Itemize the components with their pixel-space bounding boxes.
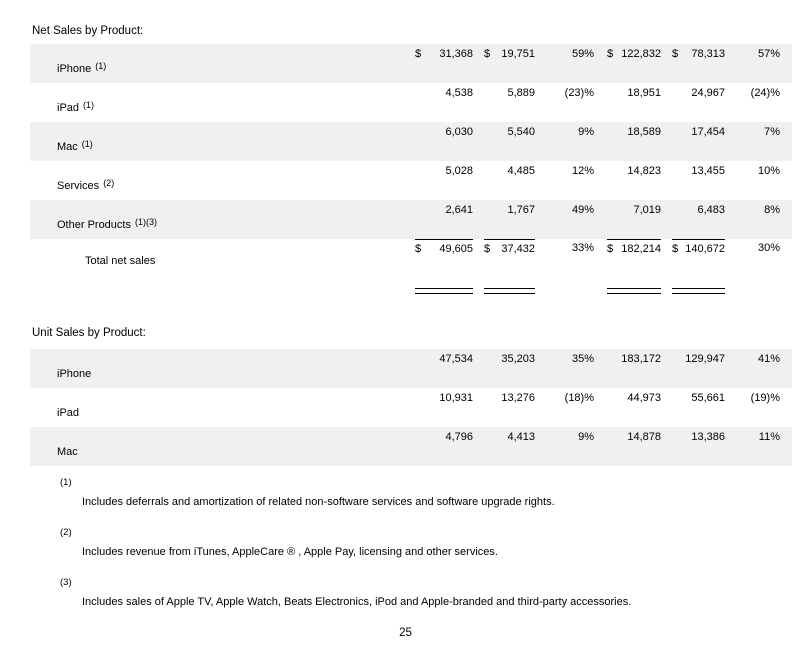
value: 5,028 [445, 165, 473, 177]
spacer [661, 239, 672, 278]
value: 2,641 [445, 204, 473, 216]
spacer [594, 388, 607, 427]
spacer [594, 239, 607, 278]
value: 13,455 [691, 165, 725, 177]
page-number: 25 [399, 627, 412, 639]
value-cell [484, 200, 535, 239]
value-cell: 44,973 [627, 392, 661, 404]
double-underline [484, 288, 535, 294]
value-cell: 13,276 [501, 392, 535, 404]
total-label: Total net sales [85, 255, 156, 267]
value-cell [607, 44, 661, 83]
footnote-marker: (2) [60, 527, 72, 538]
value-cell [415, 122, 473, 161]
spacer [473, 122, 484, 161]
footnote-ref: (1) [81, 139, 93, 149]
product-name: Mac [57, 141, 78, 153]
value: 78,313 [691, 48, 725, 60]
value: 24,967 [691, 87, 725, 99]
value-cell [484, 161, 535, 200]
percent-cell: 59% [571, 48, 594, 60]
value: 37,432 [501, 243, 535, 255]
spacer [473, 349, 484, 388]
spacer [473, 239, 484, 278]
percent-cell: 57% [757, 48, 780, 60]
product-label [30, 349, 415, 388]
total-value-cell [484, 239, 535, 278]
double-underline [672, 288, 725, 294]
table-row-iphone-units [30, 349, 792, 388]
percent-cell: (23)% [564, 87, 594, 99]
value: 6,483 [697, 204, 725, 216]
value: 49,605 [439, 243, 473, 255]
product-name: iPad [57, 102, 80, 114]
percent-cell: 8% [764, 204, 780, 216]
percent-cell: 35% [571, 353, 594, 365]
value-cell: 35,203 [501, 353, 535, 365]
spacer [473, 388, 484, 427]
spacer [661, 388, 672, 427]
footnote [60, 577, 811, 609]
percent-cell: 9% [578, 126, 594, 138]
value: 17,454 [691, 126, 725, 138]
value: 18,951 [627, 87, 661, 99]
unit-sales-heading: Unit Sales by Product: [32, 327, 146, 339]
value: 5,540 [507, 126, 535, 138]
value-cell [607, 161, 661, 200]
value-cell [415, 161, 473, 200]
footnote-ref: (1)(3) [134, 217, 157, 227]
value: 4,485 [507, 165, 535, 177]
value-cell [607, 200, 661, 239]
table-row-other-products [30, 200, 792, 239]
product-name: iPad [57, 407, 80, 419]
value: 4,538 [445, 87, 473, 99]
spacer [661, 44, 672, 83]
product-name: Services [57, 180, 100, 192]
product-label [30, 427, 415, 466]
footnote-text: Includes sales of Apple TV, Apple Watch, Beats Electronics, iPod and Apple-branded and third-party accessories. [82, 596, 632, 608]
spacer [473, 200, 484, 239]
product-label [30, 44, 415, 83]
currency-symbol: $ [607, 48, 614, 60]
value: 6,030 [445, 126, 473, 138]
value-cell: 129,947 [685, 353, 725, 365]
value: 122,832 [621, 48, 661, 60]
product-name: Other Products [57, 219, 131, 231]
spacer [661, 200, 672, 239]
value-cell [415, 200, 473, 239]
spacer [594, 200, 607, 239]
product-label [30, 83, 415, 122]
value-cell: 183,172 [621, 353, 661, 365]
net-sales-table [30, 44, 792, 317]
spacer [594, 278, 607, 317]
percent-cell: (18)% [564, 392, 594, 404]
percent-cell: 11% [758, 431, 780, 443]
double-rule-row [30, 278, 792, 317]
double-underline [607, 288, 661, 294]
value-cell [672, 200, 725, 239]
percent-cell: 49% [571, 204, 594, 216]
currency-symbol: $ [415, 48, 422, 60]
footnote-marker: (3) [60, 577, 72, 588]
spacer [473, 161, 484, 200]
value-cell [672, 122, 725, 161]
currency-symbol: $ [607, 243, 614, 255]
value: 18,589 [627, 126, 661, 138]
value: 140,672 [685, 243, 725, 255]
spacer [594, 427, 607, 466]
value-cell: 4,796 [445, 431, 473, 443]
spacer [594, 83, 607, 122]
currency-symbol: $ [484, 243, 491, 255]
footnote [60, 477, 811, 509]
value-cell: 55,661 [691, 392, 725, 404]
value: 182,214 [621, 243, 661, 255]
currency-symbol: $ [415, 243, 422, 255]
unit-sales-table [30, 349, 792, 466]
table-row-total-net-sales [30, 239, 792, 278]
footnote-marker: (1) [60, 477, 72, 488]
value-cell [672, 161, 725, 200]
percent-cell: 30% [757, 242, 780, 254]
spacer [594, 122, 607, 161]
footnote-ref: (2) [103, 178, 115, 188]
table-row-services [30, 161, 792, 200]
value-cell [484, 83, 535, 122]
spacer [661, 427, 672, 466]
value: 31,368 [439, 48, 473, 60]
spacer [473, 278, 484, 317]
spacer [30, 278, 415, 317]
spacer [473, 83, 484, 122]
currency-symbol: $ [672, 243, 679, 255]
product-name: iPhone [57, 63, 92, 75]
value-cell [484, 122, 535, 161]
spacer [594, 349, 607, 388]
value-cell [672, 83, 725, 122]
value: 5,889 [507, 87, 535, 99]
table-row-ipad-units [30, 388, 792, 427]
footnote-text: Includes deferrals and amortization of related non-software services and software upgrade rights. [82, 496, 555, 508]
table-row-ipad [30, 83, 792, 122]
spacer [661, 278, 672, 317]
percent-cell: 41% [757, 353, 780, 365]
table-row-mac-units [30, 427, 792, 466]
spacer [594, 161, 607, 200]
net-sales-heading: Net Sales by Product: [32, 25, 144, 37]
value-cell [607, 122, 661, 161]
percent-cell: 12% [571, 165, 594, 177]
total-value-cell [607, 239, 661, 278]
product-label [30, 161, 415, 200]
value-cell [672, 44, 725, 83]
spacer [473, 44, 484, 83]
total-value-cell [415, 239, 473, 278]
product-name: iPhone [57, 368, 92, 380]
value: 14,823 [627, 165, 661, 177]
product-label [30, 200, 415, 239]
percent-cell: 9% [578, 431, 594, 443]
percent-cell: (24)% [750, 87, 780, 99]
value-cell: 47,534 [439, 353, 473, 365]
value-cell: 10,931 [439, 392, 473, 404]
spacer [661, 349, 672, 388]
percent-cell: 33% [571, 242, 594, 254]
currency-symbol: $ [672, 48, 679, 60]
footnote-ref: (1) [83, 100, 95, 110]
footnote [60, 527, 811, 559]
spacer [661, 122, 672, 161]
percent-cell: 7% [764, 126, 780, 138]
footnote-ref: (1) [95, 61, 107, 71]
value-cell [484, 44, 535, 83]
percent-cell: 10% [757, 165, 780, 177]
footnote-text: Includes revenue from iTunes, AppleCare ® , Apple Pay, licensing and other services. [82, 546, 498, 558]
spacer [473, 427, 484, 466]
spacer [661, 83, 672, 122]
value: 1,767 [507, 204, 535, 216]
value: 19,751 [501, 48, 535, 60]
value-cell [607, 83, 661, 122]
percent-cell: (19)% [750, 392, 780, 404]
spacer [535, 278, 594, 317]
product-label [30, 122, 415, 161]
value-cell: 13,386 [691, 431, 725, 443]
value-cell [415, 44, 473, 83]
value: 7,019 [633, 204, 661, 216]
product-label [30, 388, 415, 427]
currency-symbol: $ [484, 48, 491, 60]
total-value-cell [672, 239, 725, 278]
value-cell: 14,878 [627, 431, 661, 443]
table-row-mac [30, 122, 792, 161]
footnotes-section [60, 477, 811, 609]
table-row-iphone [30, 44, 792, 83]
double-underline [415, 288, 473, 294]
product-name: Mac [57, 446, 78, 458]
value-cell [415, 83, 473, 122]
spacer [661, 161, 672, 200]
value-cell: 4,413 [507, 431, 535, 443]
spacer [594, 44, 607, 83]
spacer [725, 278, 780, 317]
